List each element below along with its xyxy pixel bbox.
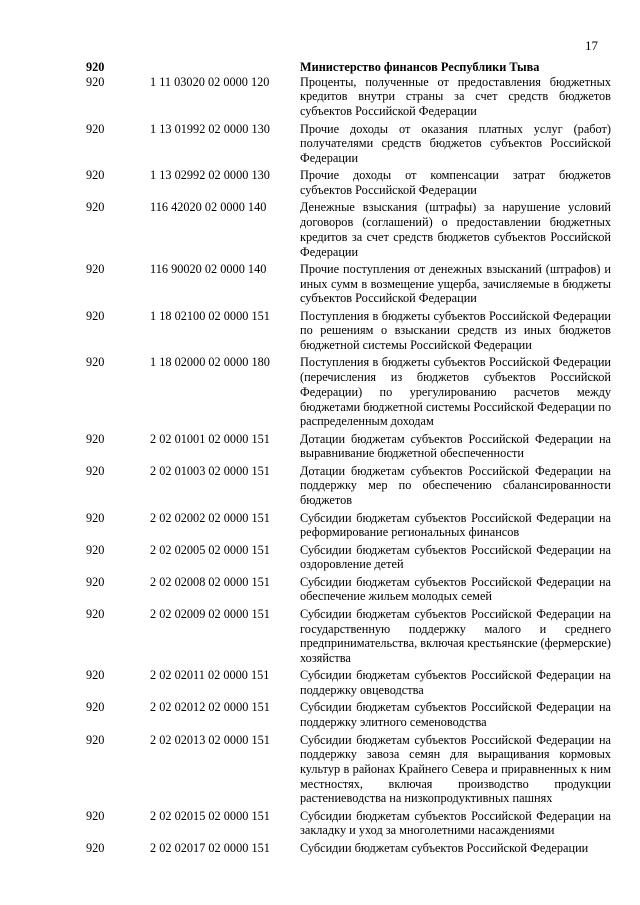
admin-code-cell: 920 bbox=[86, 431, 105, 446]
admin-code-cell: 920 bbox=[86, 121, 105, 136]
admin-code-cell: 920 bbox=[86, 808, 105, 823]
admin-code-cell: 920 bbox=[86, 606, 105, 621]
budget-code-cell: 116 42020 02 0000 140 bbox=[150, 200, 267, 215]
description-cell: Субсидии бюджетам субъектов Российской Федерации на поддержку овцеводства bbox=[300, 668, 611, 698]
page-number: 17 bbox=[585, 38, 598, 53]
description-cell: Субсидии бюджетам субъектов Российской Федерации на поддержку элитного семеноводства bbox=[300, 700, 611, 730]
admin-code-cell: 920 bbox=[86, 355, 105, 370]
admin-code-cell: 920 bbox=[86, 700, 105, 715]
description-cell: Прочие доходы от оказания платных услуг (работ) получателями средств бюджетов субъектов Российской Федерации bbox=[300, 121, 611, 165]
admin-code-cell: 920 bbox=[86, 168, 105, 183]
admin-code-cell: 920 bbox=[86, 668, 105, 683]
description-cell: Проценты, полученные от предоставления бюджетных кредитов внутри страны за счет средств бюджетов субъектов Российской Федерации bbox=[300, 74, 611, 119]
budget-code-cell: 2 02 02012 02 0000 151 bbox=[150, 700, 270, 715]
description-cell: Дотации бюджетам субъектов Российской Федерации на поддержку мер по обеспечению сбалансированности бюджетов bbox=[300, 463, 611, 508]
table-row bbox=[86, 543, 611, 575]
admin-code-cell: 920 bbox=[86, 510, 105, 525]
budget-code-cell: 2 02 02002 02 0000 151 bbox=[150, 510, 270, 525]
table-row bbox=[86, 607, 611, 669]
table-row bbox=[86, 168, 611, 200]
description-cell: Денежные взыскания (штрафы) за нарушение условий договоров (соглашений) о предоставлении бюджетных кредитов за счет средств бюджетов субъектов Российской Федерации bbox=[300, 200, 611, 259]
description-cell: Субсидии бюджетам субъектов Российской Федерации на государственную поддержку малого и среднего предпринимательства, включая крестьянские (фермерские) хозяйства bbox=[300, 606, 611, 665]
admin-code-cell: 920 bbox=[86, 574, 105, 589]
description-cell: Субсидии бюджетам субъектов Российской Федерации на оздоровление детей bbox=[300, 542, 611, 572]
admin-code-cell: 920 bbox=[86, 463, 105, 478]
table-row bbox=[86, 841, 611, 858]
header-admin-code: 920 bbox=[86, 60, 105, 74]
budget-code-cell: 1 18 02100 02 0000 151 bbox=[150, 308, 270, 323]
table-header-row bbox=[86, 60, 611, 75]
table-row bbox=[86, 75, 611, 122]
budget-code-cell: 1 13 01992 02 0000 130 bbox=[150, 121, 270, 136]
budget-code-cell: 2 02 02015 02 0000 151 bbox=[150, 808, 270, 823]
description-cell: Субсидии бюджетам субъектов Российской Федерации на реформирование региональных финансов bbox=[300, 510, 611, 540]
table-row bbox=[86, 200, 611, 262]
admin-code-cell: 920 bbox=[86, 308, 105, 323]
table-row bbox=[86, 122, 611, 169]
description-cell: Прочие поступления от денежных взысканий (штрафов) и иных сумм в возмещение ущерба, зачисляемые в бюджеты субъектов Российской Федерации bbox=[300, 261, 611, 306]
description-cell: Прочие доходы от компенсации затрат бюджетов субъектов Российской Федерации bbox=[300, 168, 611, 197]
budget-code-cell: 116 90020 02 0000 140 bbox=[150, 261, 267, 276]
table-row bbox=[86, 668, 611, 700]
budget-code-cell: 2 02 02005 02 0000 151 bbox=[150, 542, 270, 557]
admin-code-cell: 920 bbox=[86, 732, 105, 747]
budget-code-cell: 2 02 01003 02 0000 151 bbox=[150, 463, 270, 478]
table-row bbox=[86, 309, 611, 356]
budget-code-cell: 2 02 02017 02 0000 151 bbox=[150, 840, 270, 855]
description-cell: Поступления в бюджеты субъектов Российской Федерации (перечисления из бюджетов субъектов Российской Федерации) по урегулированию расчетов между бюджетами бюджетной системы Российской Федерации по распределенным доходам bbox=[300, 355, 611, 429]
table-row bbox=[86, 575, 611, 607]
budget-code-cell: 1 11 03020 02 0000 120 bbox=[150, 74, 270, 89]
description-cell: Субсидии бюджетам субъектов Российской Федерации bbox=[300, 840, 589, 855]
budget-code-cell: 1 18 02000 02 0000 180 bbox=[150, 355, 270, 370]
budget-code-cell: 2 02 02009 02 0000 151 bbox=[150, 606, 270, 621]
description-cell: Субсидии бюджетам субъектов Российской Федерации на обеспечение жильем молодых семей bbox=[300, 574, 611, 604]
admin-code-cell: 920 bbox=[86, 542, 105, 557]
header-code bbox=[148, 60, 300, 75]
header-ministry-name: Министерство финансов Республики Тыва bbox=[300, 60, 540, 74]
revenue-codes-table bbox=[86, 60, 611, 858]
admin-code-cell: 920 bbox=[86, 261, 105, 276]
table-body bbox=[86, 60, 611, 858]
table-row bbox=[86, 733, 611, 809]
table-row bbox=[86, 355, 611, 431]
budget-code-cell: 2 02 02013 02 0000 151 bbox=[150, 732, 270, 747]
description-cell: Дотации бюджетам субъектов Российской Федерации на выравнивание бюджетной обеспеченности bbox=[300, 431, 611, 461]
admin-code-cell: 920 bbox=[86, 200, 105, 215]
table-row bbox=[86, 432, 611, 464]
admin-code-cell: 920 bbox=[86, 840, 105, 855]
description-cell: Субсидии бюджетам субъектов Российской Федерации на закладку и уход за многолетними насаждениями bbox=[300, 808, 611, 838]
description-cell: Поступления в бюджеты субъектов Российской Федерации по решениям о взыскании средств из иных бюджетов бюджетной системы Российской Федерации bbox=[300, 308, 611, 353]
table-row bbox=[86, 262, 611, 309]
budget-code-cell: 1 13 02992 02 0000 130 bbox=[150, 168, 270, 183]
table-row bbox=[86, 700, 611, 732]
budget-code-cell: 2 02 01001 02 0000 151 bbox=[150, 431, 270, 446]
description-cell: Субсидии бюджетам субъектов Российской Федерации на поддержку завоза семян для выращивания кормовых культур в районах Крайнего Севера и приравненных к ним местностях, включая производство продукции растениеводства на низкопродуктивных пашнях bbox=[300, 732, 611, 806]
budget-code-cell: 2 02 02011 02 0000 151 bbox=[150, 668, 270, 683]
admin-code-cell: 920 bbox=[86, 74, 105, 89]
table-row bbox=[86, 464, 611, 511]
table-row bbox=[86, 809, 611, 841]
budget-code-cell: 2 02 02008 02 0000 151 bbox=[150, 574, 270, 589]
table-row bbox=[86, 511, 611, 543]
